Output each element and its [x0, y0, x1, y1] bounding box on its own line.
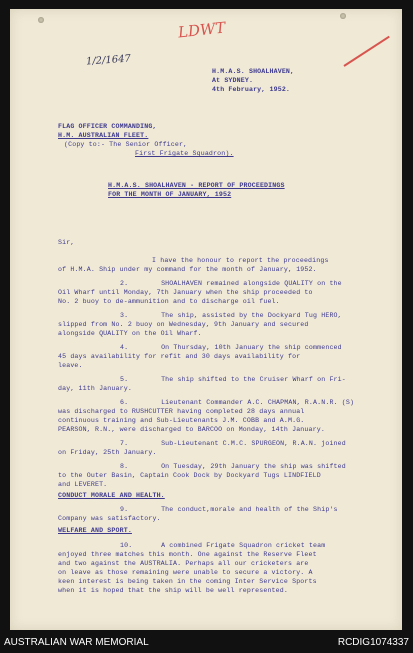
letterhead-line: At SYDNEY. — [212, 77, 254, 84]
paragraph-line: 10. A combined Frigate Squadron cricket team — [120, 542, 326, 549]
paragraph-line: Company was satisfactory. — [58, 515, 161, 522]
paragraph-line: slipped from No. 2 buoy on Wednesday, 9th January and secured — [58, 321, 309, 328]
paragraph-line: to the Outer Basin, Captain Cook Dock by Dockyard Tugs LINDFIELD — [58, 472, 321, 479]
punch-hole — [38, 17, 44, 23]
paragraph-line: was discharged to RUSHCUTTER having completed 28 days annual — [58, 408, 305, 415]
paragraph-line: and LEVERET. — [58, 481, 108, 488]
paragraph-line: 5. The ship shifted to the Cruiser Wharf on Fri- — [120, 376, 346, 383]
paragraph-line: I have the honour to report the proceedings — [152, 257, 329, 264]
footer-bar — [0, 630, 413, 653]
paragraph-line: and two against the AUSTRALIA. Perhaps all our cricketers are — [58, 560, 309, 567]
paragraph-line: 4. On Thursday, 10th January the ship commenced — [120, 344, 342, 351]
section-heading: CONDUCT MORALE AND HEALTH. — [58, 492, 165, 499]
punch-hole — [340, 13, 346, 19]
handwritten-note: LDWT — [177, 18, 227, 42]
paragraph-line: 7. Sub-Lieutenant C.M.C. SPURGEON, R.A.N. joined — [120, 440, 346, 447]
paragraph-line: 45 days availability for refit and 30 days availability for — [58, 353, 301, 360]
letterhead-line: H.M.A.S. SHOALHAVEN, — [212, 68, 295, 75]
paragraph-line: when it is hoped that the ship will be well represented. — [58, 587, 288, 594]
paragraph-line: keen interest is being taken in the coming Inter Service Sports — [58, 578, 317, 585]
paragraph-line: PEARSON, R.N., were discharged to BARCOO on Monday, 14th January. — [58, 426, 325, 433]
addressee-line: FLAG OFFICER COMMANDING, — [58, 123, 157, 130]
salutation: Sir, — [58, 239, 75, 246]
paragraph-line: day, 11th January. — [58, 385, 132, 392]
paragraph-line: 2. SHOALHAVEN remained alongside QUALITY on the — [120, 280, 342, 287]
paragraph-line: on leave as those remaining were unable to secure a victory. A — [58, 569, 313, 576]
paragraph-line: on Friday, 25th January. — [58, 449, 157, 456]
title-line: H.M.A.S. SHOALHAVEN - REPORT OF PROCEEDINGS — [108, 182, 285, 189]
addressee-line: (Copy to:- The Senior Officer, — [64, 141, 188, 148]
paragraph-line: alongside QUALITY on the Oil Wharf. — [58, 330, 202, 337]
paragraph-line: of H.M.A. Ship under my command for the month of January, 1952. — [58, 266, 317, 273]
letterhead-date: 4th February, 1952. — [212, 86, 291, 93]
paragraph-line: Oil Wharf until Monday, 7th January when the ship proceeded to — [58, 289, 313, 296]
section-heading: WELFARE AND SPORT. — [58, 527, 132, 534]
paragraph-line: leave. — [58, 362, 83, 369]
paragraph-line: enjoyed three matches this month. One against the Reserve Fleet — [58, 551, 317, 558]
paragraph-line: continuous training and Sub-Lieutenants J.M. COBB and A.M.G. — [58, 417, 305, 424]
addressee-line: H.M. AUSTRALIAN FLEET. — [58, 132, 149, 139]
paragraph-line: 6. Lieutenant Commander A.C. CHAPMAN, R.A.N.R. (S) — [120, 399, 355, 406]
paragraph-line: 3. The ship, assisted by the Dockyard Tug HERO, — [120, 312, 342, 319]
footer-source: AUSTRALIAN WAR MEMORIAL — [4, 637, 149, 648]
paragraph-line: No. 2 buoy to de-ammunition and to discharge oil fuel. — [58, 298, 280, 305]
title-line: FOR THE MONTH OF JANUARY, 1952 — [108, 191, 232, 198]
red-pen-stroke — [343, 36, 389, 67]
addressee-line: First Frigate Squadron). — [135, 150, 234, 157]
handwritten-reference: 1/2/1647 — [85, 53, 132, 68]
footer-id: RCDIG1074337 — [337, 637, 409, 648]
document-page — [10, 9, 402, 630]
paragraph-line: 8. On Tuesday, 29th January the ship was shifted — [120, 463, 346, 470]
paragraph-line: 9. The conduct,morale and health of the Ship's — [120, 506, 338, 513]
